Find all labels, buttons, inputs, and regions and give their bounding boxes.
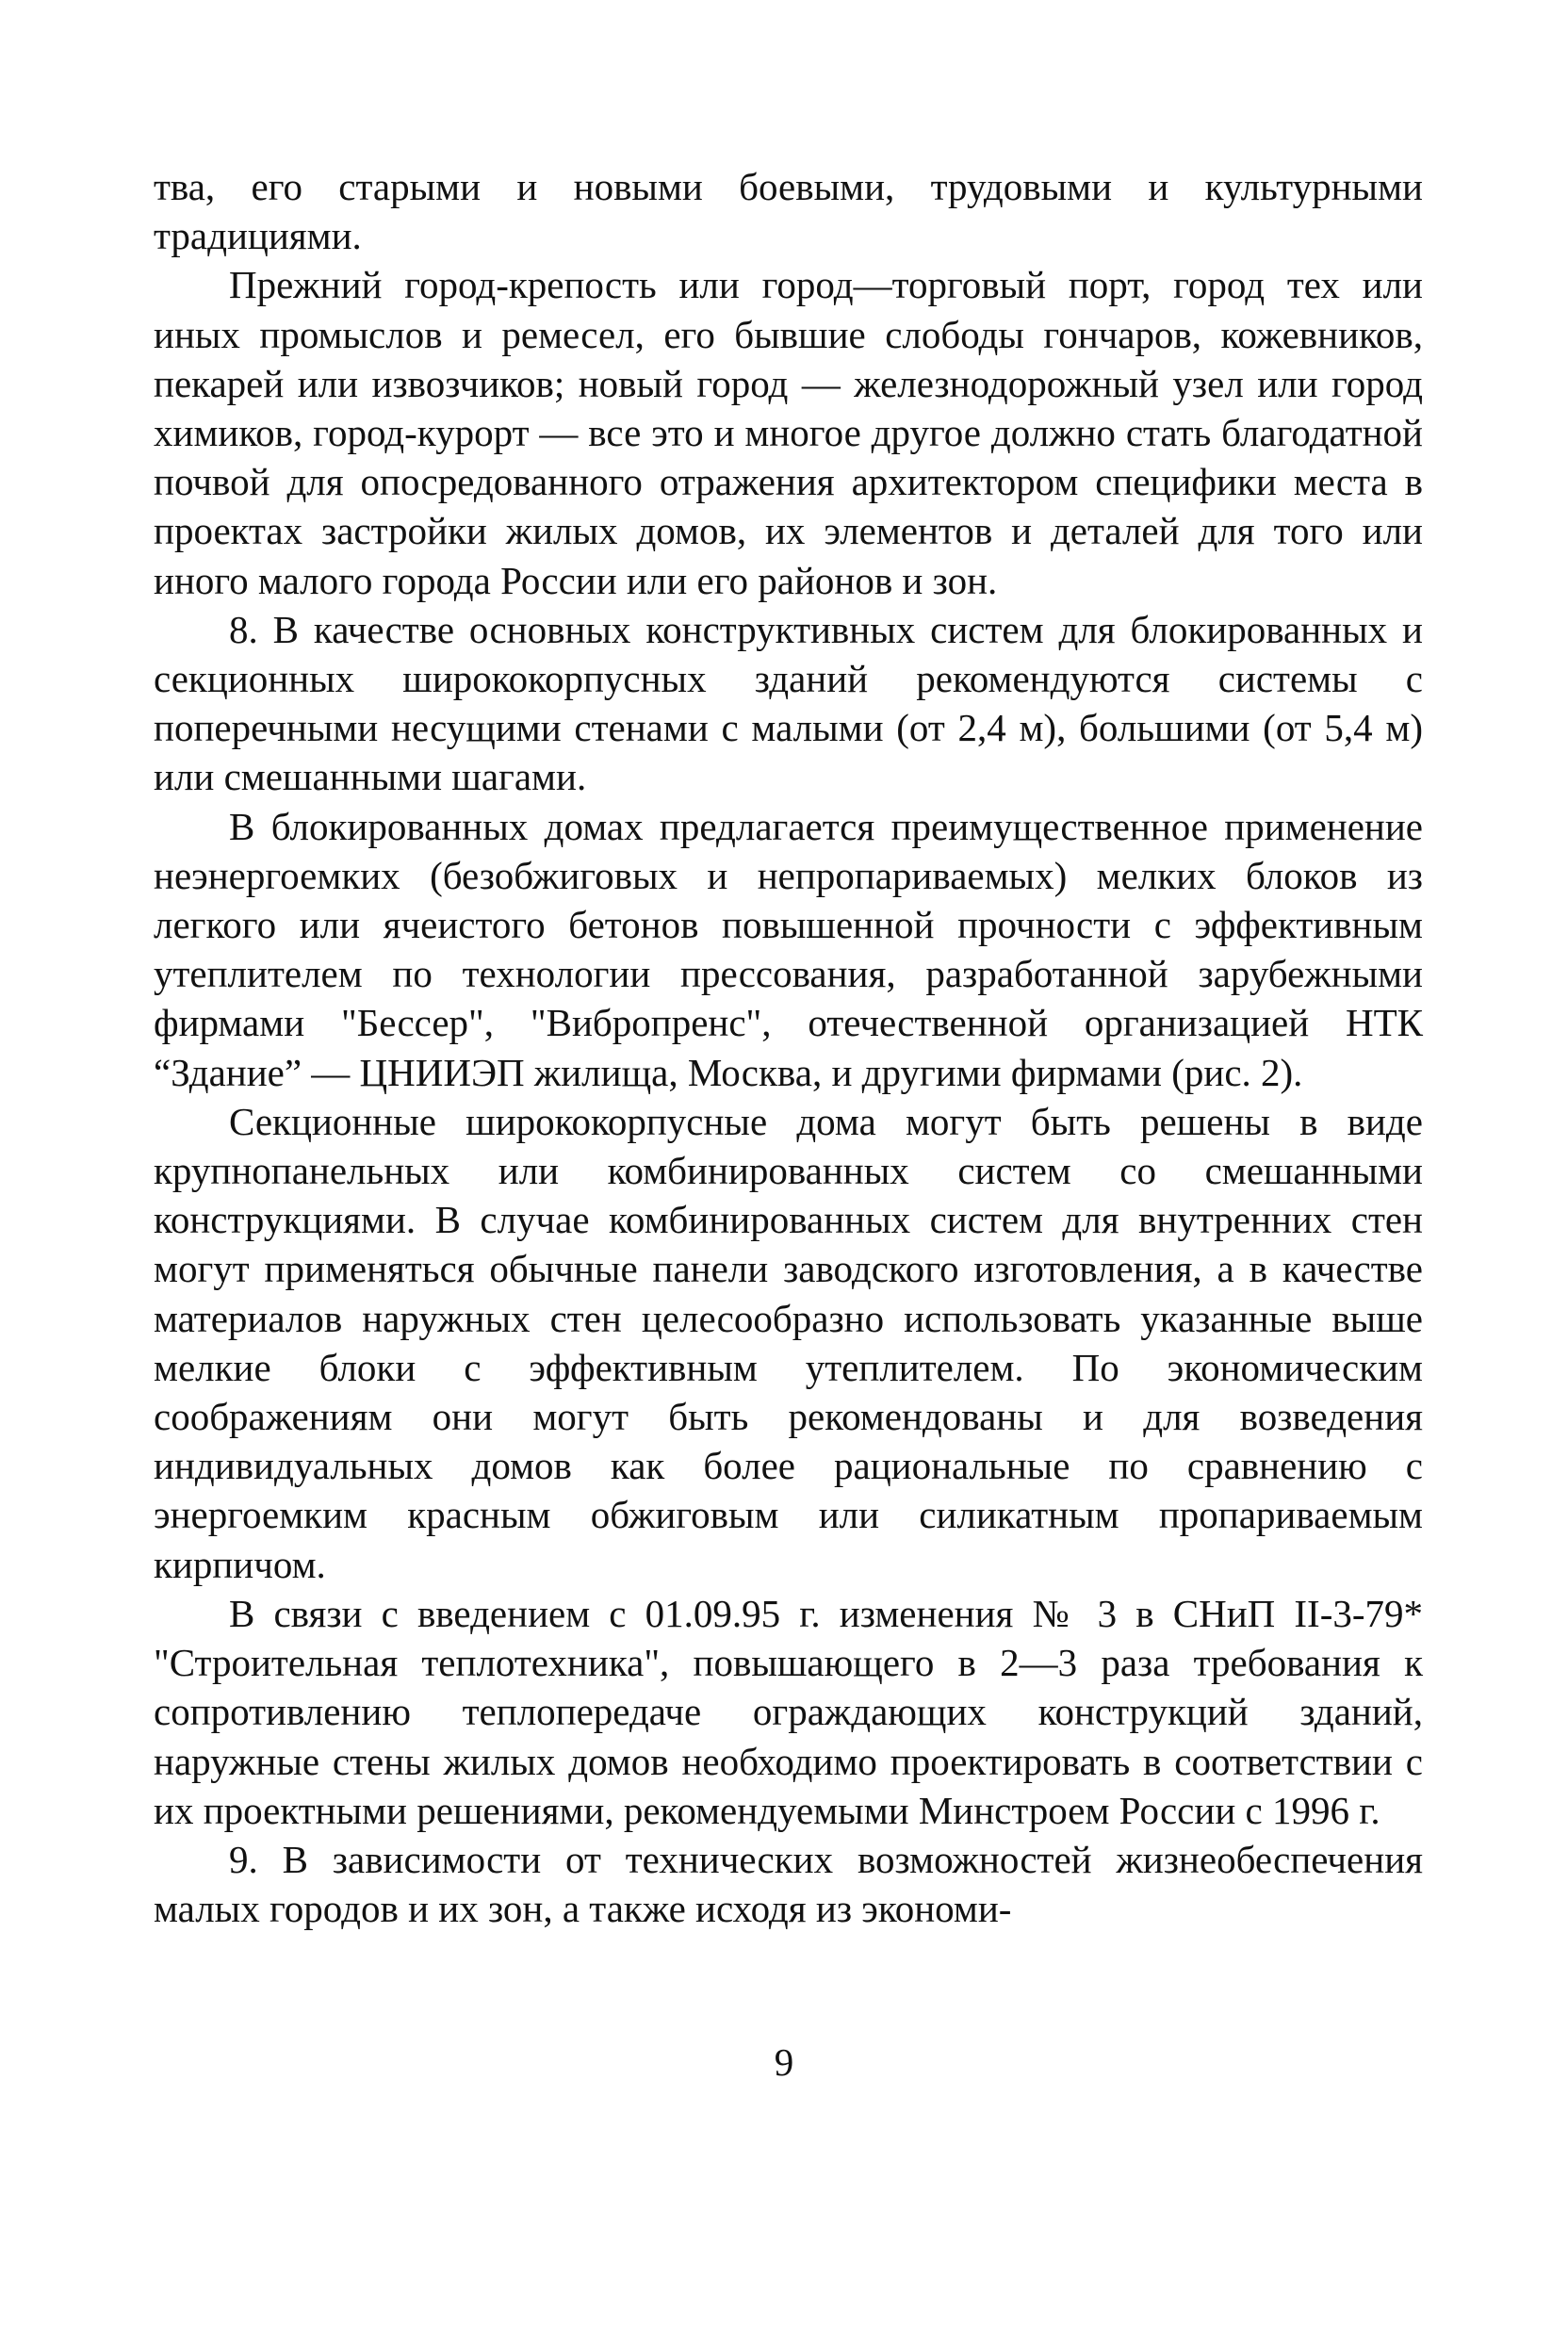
paragraph-snip-change: В связи с введением с 01.09.95 г. изменения № 3 в СНиП II-3-79* "Строительная теплотехника", повышающего в 2—3 раза требования к сопротивлению теплопередаче ограждающих конструкций зданий, наружные стены жилых домов необходимо проектировать в соответствии с их проектными решениями, рекомендуемыми Минстроем России с 1996 г. <box>154 1591 1423 1832</box>
page-body <box>154 162 1423 1933</box>
paragraph-historic-cities: Прежний город-крепость или город—торговый порт, город тех или иных промыслов и ремесел, его бывшие слободы гончаров, кожевников, пекарей или извозчиков; новый город — железнодорожный узел или город химиков, город-курорт — все это и многое другое должно стать благодатной почвой для опосредованного отражения архитектором специфики места в проектах застройки жилых домов, их элементов и деталей для того или иного малого города России или его районов и зон. <box>154 263 1423 602</box>
paragraph-item-9: 9. В зависимости от технических возможностей жизнеобеспечения малых городов и их зон, а также исходя из экономи- <box>154 1837 1423 1931</box>
page-number: 9 <box>774 2040 794 2084</box>
paragraph-item-8: 8. В качестве основных конструктивных систем для блокированных и секционных ширококорпусных зданий рекомендуются системы с поперечными несущими стенами с малыми (от 2,4 м), большими (от 5,4 м) или смешанными шагами. <box>154 607 1423 799</box>
paragraph-blocked-houses: В блокированных домах предлагается преимущественное применение неэнергоемких (безобжиговых и непропариваемых) мелких блоков из легкого или ячеистого бетонов повышенной прочности с эффективным утеплителем по технологии прессования, разработанной зарубежными фирмами "Бессер", "Вибропренс", отечественной организацией НТК “Здание” — ЦНИИЭП жилища, Москва, и другими фирмами (рис. 2). <box>154 804 1423 1094</box>
paragraph-sectional-houses: Секционные ширококорпусные дома могут быть решены в виде крупнопанельных или комбинированных систем со смешанными конструкциями. В случае комбинированных систем для внутренних стен могут применяться обычные панели заводского изготовления, а в качестве материалов наружных стен целесообразно использовать указанные выше мелкие блоки с эффективным утеплителем. По экономическим соображениям они могут быть рекомендованы и для возведения индивидуальных домов как более рациональные по сравнению с энергоемким красным обжиговым или силикатным пропариваемым кирпичом. <box>154 1099 1423 1586</box>
paragraph-continuation: тва, его старыми и новыми боевыми, трудовыми и культурными традициями. <box>154 165 1423 258</box>
